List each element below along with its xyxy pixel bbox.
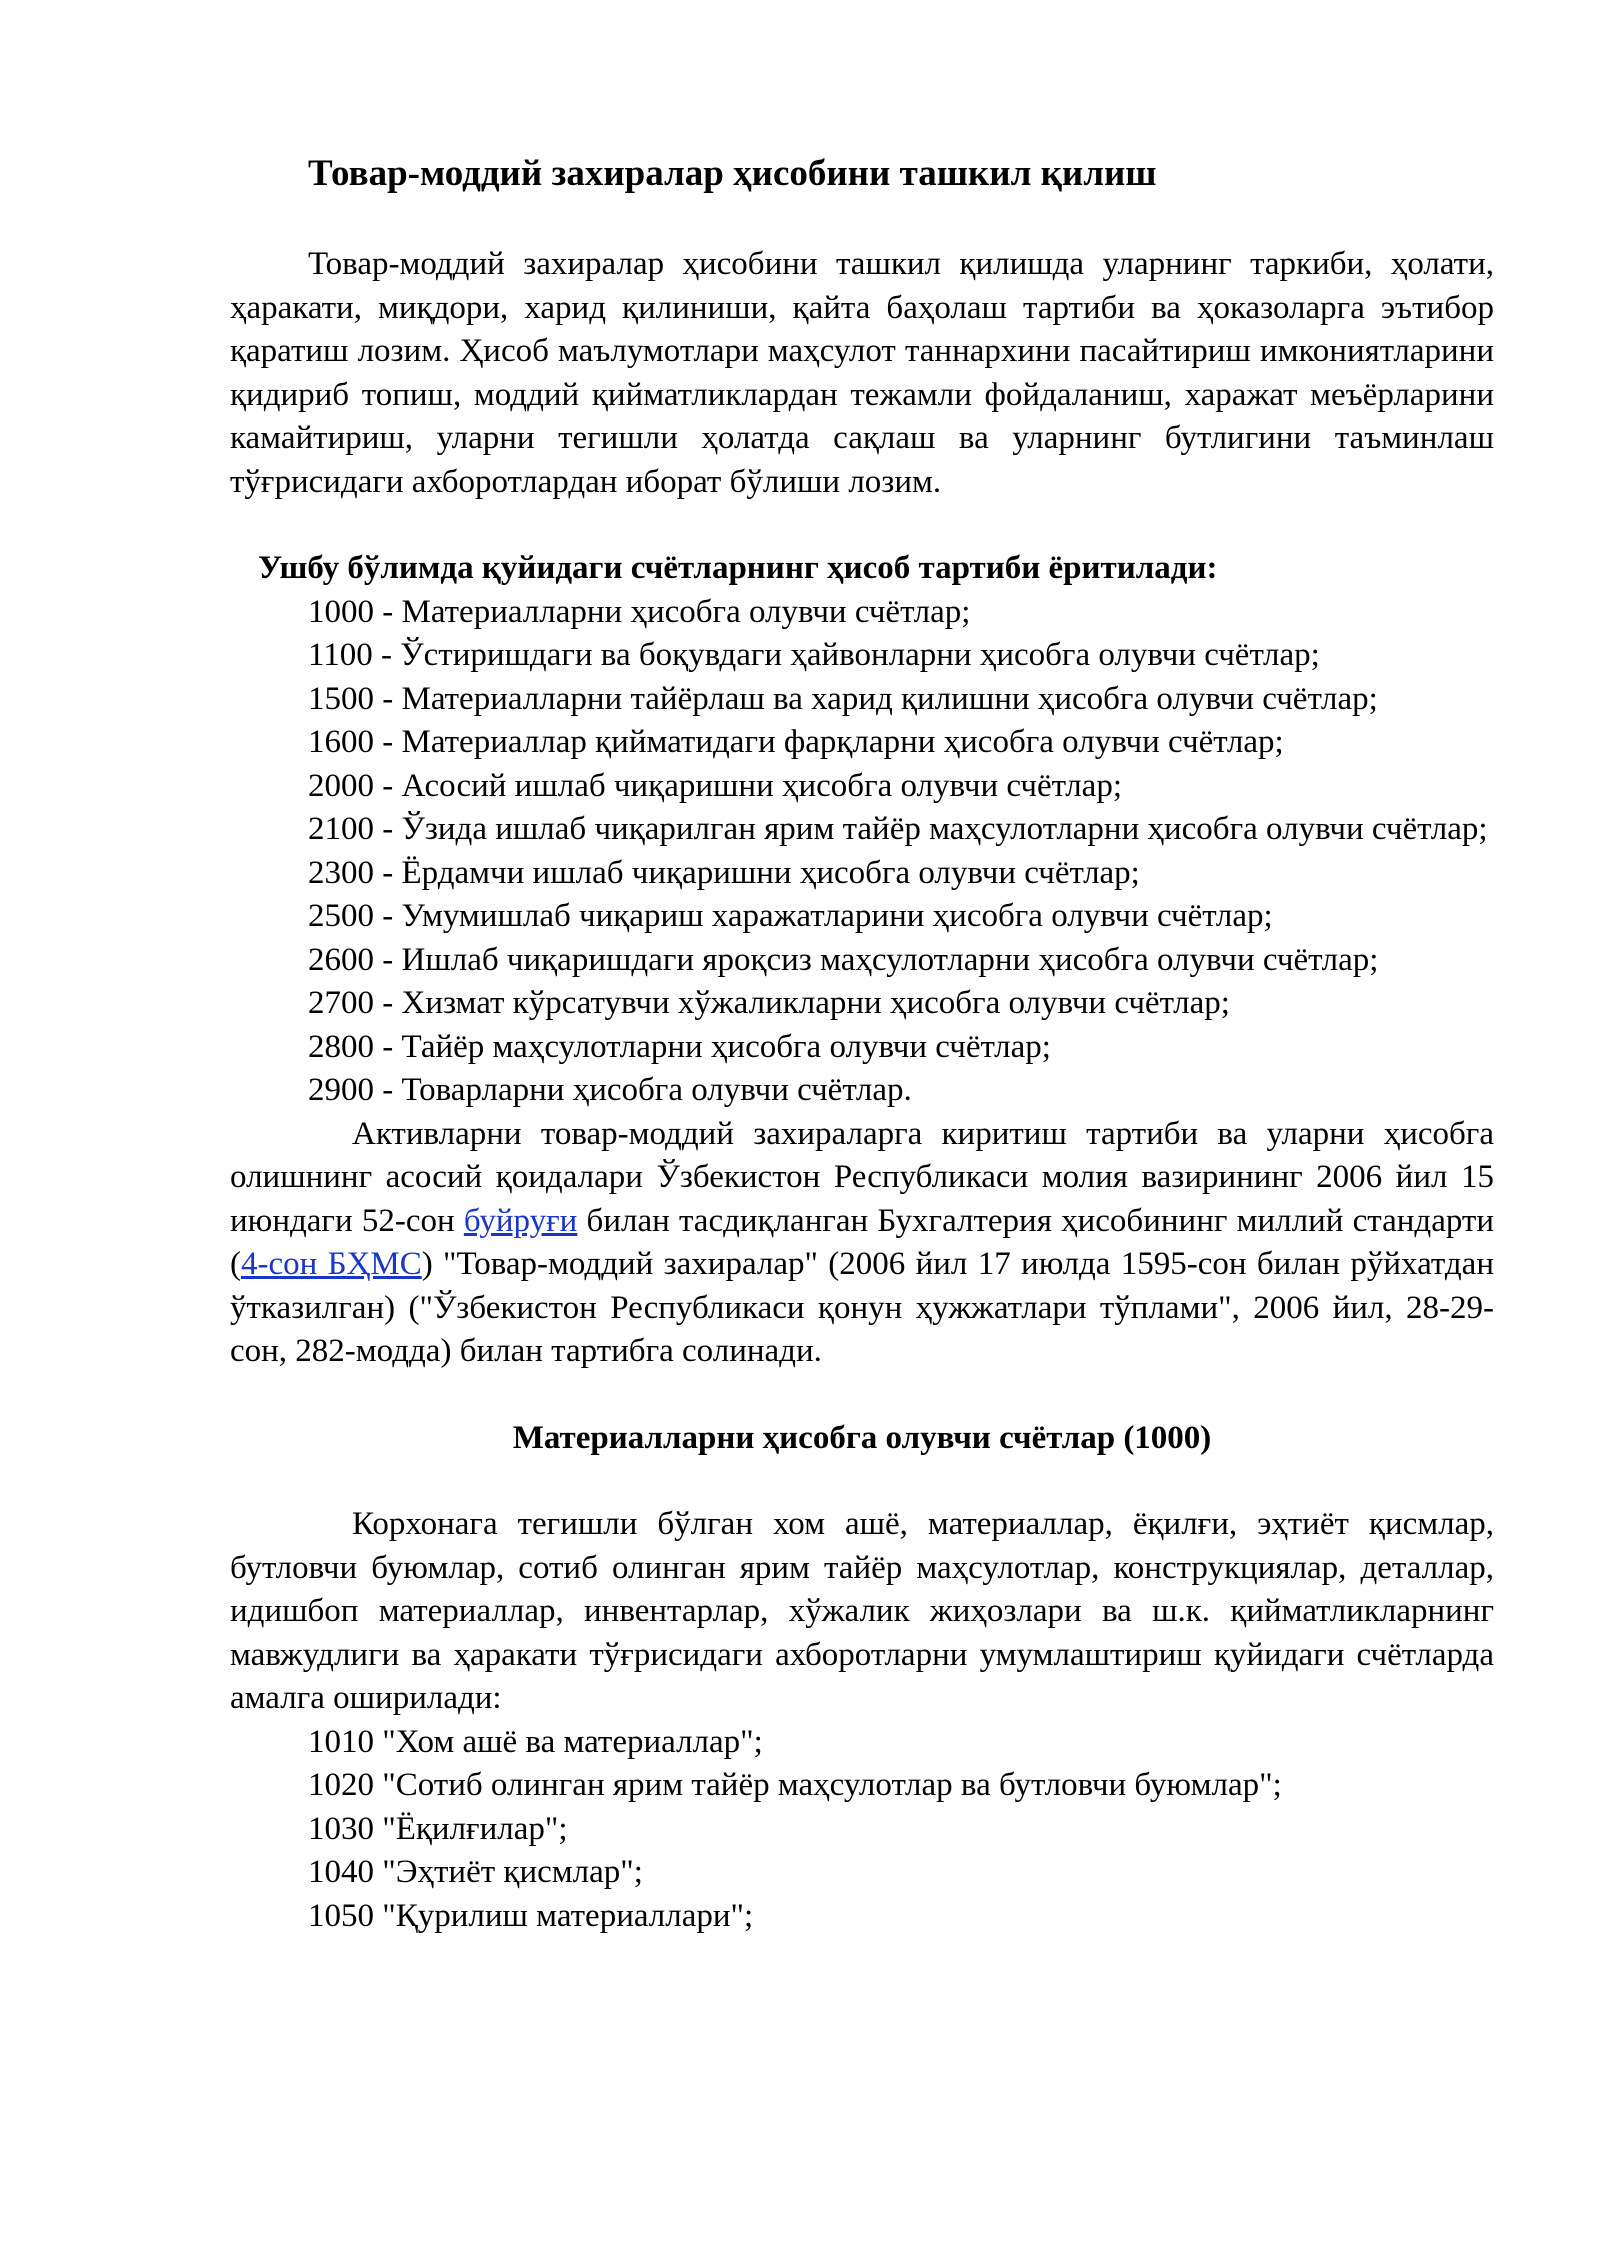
account-item: 2800 - Тайёр маҳсулотларни ҳисобга олувчи счётлар; [308, 1028, 1051, 1065]
account-item: 2600 - Ишлаб чиқаришдаги яроқсиз маҳсулотларни ҳисобга олувчи счётлар; [308, 941, 1379, 978]
section-heading: Ушбу бўлимда қуйидаги счётларнинг ҳисоб тартиби ёритилади: [258, 550, 1218, 586]
regulation-text-part1: Активларни товар-моддий захираларга киритиш тартиби ва уларни ҳисобга олишнинг асосий қоидалари Ўзбекистон Республикаси молия вазирининг 2006 йил 15 июндаги 52-сон [230, 1115, 1494, 1239]
subsection-heading: Материалларни ҳисобга олувчи счётлар (1000) [512, 1419, 1212, 1456]
sub-account-item: 1040 "Эҳтиёт қисмлар"; [308, 1854, 643, 1890]
regulation-text-part3: ) "Товар-моддий захиралар" (2006 йил 17 июлда 1595-сон билан рўйхатдан ўтказилган) ("Ўзбекистон Республикаси қонун ҳужжатлари тўплами", 2006 йил, 28-29-сон, 282-модда) билан тартибга солинади. [230, 1246, 1494, 1369]
account-item: 2300 - Ёрдамчи ишлаб чиқаришни ҳисобга олувчи счётлар; [308, 854, 1140, 891]
regulation-text-part2: билан тасдиқланган Бухгалтерия ҳисобининг миллий стандарти ( [230, 1202, 1494, 1282]
order-link[interactable]: буйруғи [463, 1202, 578, 1239]
sub-account-item: 1010 "Хом ашё ва материаллар"; [308, 1723, 763, 1760]
sub-accounts-list [230, 1721, 1494, 1939]
regulation-paragraph [230, 1113, 1494, 1374]
account-item: 1500 - Материалларни тайёрлаш ва харид қилишни ҳисобга олувчи счётлар; [308, 680, 1378, 717]
account-item: 2900 - Товарларни ҳисобга олувчи счётлар. [308, 1072, 912, 1108]
account-item: 2100 - Ўзида ишлаб чиқарилган ярим тайёр маҳсулотларни ҳисобга олувчи счётлар; [308, 811, 1488, 847]
sub-account-item: 1030 "Ёқилғилар"; [308, 1810, 568, 1847]
account-item: 2700 - Хизмат кўрсатувчи хўжаликларни ҳисобга олувчи счётлар; [308, 985, 1230, 1021]
sub-account-item: 1020 "Сотиб олинган ярим тайёр маҳсулотлар ва бутловчи буюмлар"; [308, 1767, 1282, 1803]
account-item: 2500 - Умумишлаб чиқариш харажатларини ҳисобга олувчи счётлар; [308, 898, 1273, 934]
standard-link[interactable]: 4-сон БҲМС [241, 1246, 422, 1282]
intro-paragraph: Товар-моддий захиралар ҳисобини ташкил қилишда уларнинг таркиби, ҳолати, ҳаракати, миқдори, харид қилиниши, қайта баҳолаш тартиби ва ҳоказоларга эътибор қаратиш лозим. Ҳисоб маълумотлари маҳсулот таннархини пасайтириш имкониятларини қидириб топиш, моддий қийматликлардан тежамли фойдаланиш, харажат меъёрларини камайтириш, уларни тегишли ҳолатда сақлаш ва уларнинг бутлигини таъминлаш тўғрисидаги ахборотлардан иборат бўлиши лозим. [230, 246, 1494, 500]
account-item: 1000 - Материалларни ҳисобга олувчи счётлар; [308, 593, 971, 630]
accounts-list [230, 591, 1494, 1113]
account-item: 2000 - Асосий ишлаб чиқаришни ҳисобга олувчи счётлар; [308, 767, 1122, 804]
document-page [230, 150, 1494, 1938]
account-item: 1100 - Ўстиришдаги ва боқувдаги ҳайвонларни ҳисобга олувчи счётлар; [308, 637, 1320, 673]
sub-account-item: 1050 "Қурилиш материаллари"; [308, 1897, 754, 1934]
materials-paragraph: Корхонага тегишли бўлган хом ашё, материаллар, ёқилғи, эҳтиёт қисмлар, бутловчи буюмлар, сотиб олинган ярим тайёр маҳсулотлар, конструкциялар, деталлар, идишбоп материаллар, инвентарлар, хўжалик жиҳозлари ва ш.к. қийматликларнинг мавжудлиги ва ҳаракати тўғрисидаги ахборотларни умумлаштириш қуйидаги счётларда амалга оширилади: [230, 1506, 1494, 1716]
document-title: Товар-моддий захиралар ҳисобини ташкил қилиш [308, 153, 1157, 194]
account-item: 1600 - Материаллар қийматидаги фарқларни ҳисобга олувчи счётлар; [308, 724, 1284, 760]
